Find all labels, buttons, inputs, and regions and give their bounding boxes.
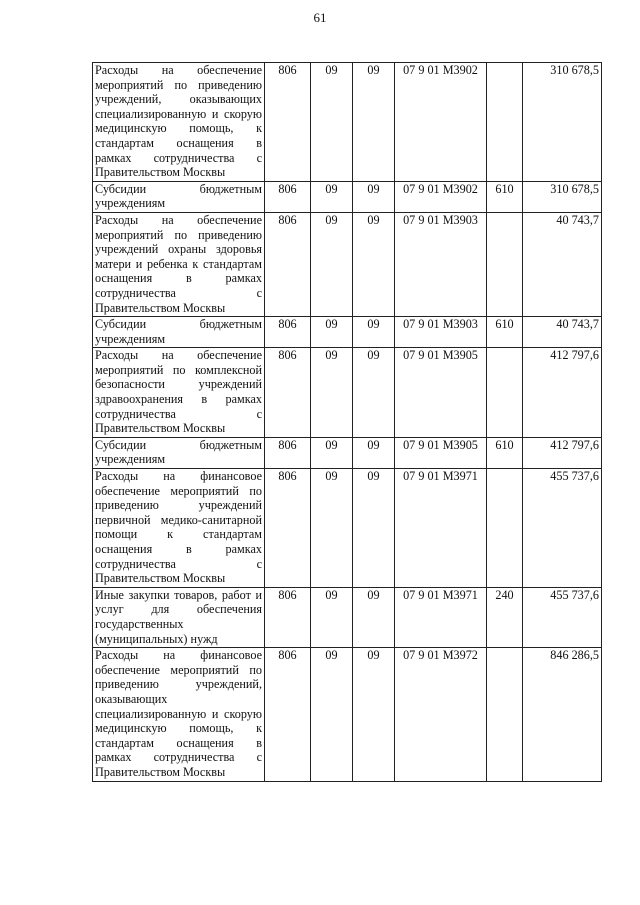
expense-type: 610 [487, 317, 523, 348]
ministry-code: 806 [265, 348, 311, 438]
ministry-code: 806 [265, 212, 311, 316]
expense-type: 610 [487, 181, 523, 212]
subsection-code: 09 [353, 212, 395, 316]
budget-table [92, 62, 602, 782]
section-code: 09 [311, 348, 353, 438]
budget-table-body [93, 63, 602, 782]
subsection-code: 09 [353, 587, 395, 647]
table-row [93, 212, 602, 316]
amount: 455 737,6 [523, 469, 602, 588]
expense-type [487, 648, 523, 781]
subsection-code: 09 [353, 63, 395, 182]
ministry-code: 806 [265, 63, 311, 182]
row-description: Расходы на обеспечение мероприятий по приведению учреждений, оказывающих специализированную и скорую медицинскую помощь, к стандартам оснащения в рамках сотрудничества с Правительством Москвы [93, 63, 265, 182]
page-number: 61 [313, 10, 327, 25]
section-code: 09 [311, 317, 353, 348]
amount: 310 678,5 [523, 63, 602, 182]
amount: 40 743,7 [523, 317, 602, 348]
table-row [93, 181, 602, 212]
target-article: 07 9 01 М3972 [395, 648, 487, 781]
target-article: 07 9 01 М3971 [395, 587, 487, 647]
subsection-code: 09 [353, 317, 395, 348]
ministry-code: 806 [265, 317, 311, 348]
ministry-code: 806 [265, 469, 311, 588]
subsection-code: 09 [353, 181, 395, 212]
table-row [93, 317, 602, 348]
row-description: Расходы на финансовое обеспечение мероприятий по приведению учреждений первичной медико-санитарной помощи к стандартам оснащения в рамках сотрудничества с Правительством Москвы [93, 469, 265, 588]
expense-type [487, 63, 523, 182]
subsection-code: 09 [353, 469, 395, 588]
row-description: Субсидии бюджетным учреждениям [93, 437, 265, 468]
row-description: Расходы на финансовое обеспечение мероприятий по приведению учреждений, оказывающих специализированную и скорую медицинскую помощь, к стандартам оснащения в рамках сотрудничества с Правительством Москвы [93, 648, 265, 781]
expense-type: 610 [487, 437, 523, 468]
table-row [93, 437, 602, 468]
target-article: 07 9 01 М3905 [395, 348, 487, 438]
row-description: Расходы на обеспечение мероприятий по приведению учреждений охраны здоровья матери и ребенка к стандартам оснащения в рамках сотрудничества с Правительством Москвы [93, 212, 265, 316]
section-code: 09 [311, 648, 353, 781]
table-row [93, 469, 602, 588]
section-code: 09 [311, 212, 353, 316]
target-article: 07 9 01 М3903 [395, 317, 487, 348]
subsection-code: 09 [353, 648, 395, 781]
amount: 455 737,6 [523, 587, 602, 647]
target-article: 07 9 01 М3905 [395, 437, 487, 468]
amount: 310 678,5 [523, 181, 602, 212]
target-article: 07 9 01 М3903 [395, 212, 487, 316]
table-row [93, 587, 602, 647]
expense-type: 240 [487, 587, 523, 647]
section-code: 09 [311, 587, 353, 647]
target-article: 07 9 01 М3971 [395, 469, 487, 588]
expense-type [487, 212, 523, 316]
amount: 846 286,5 [523, 648, 602, 781]
ministry-code: 806 [265, 648, 311, 781]
row-description: Иные закупки товаров, работ и услуг для обеспечения государственных (муниципальных) нужд [93, 587, 265, 647]
target-article: 07 9 01 М3902 [395, 63, 487, 182]
amount: 412 797,6 [523, 437, 602, 468]
subsection-code: 09 [353, 348, 395, 438]
expense-type [487, 469, 523, 588]
section-code: 09 [311, 181, 353, 212]
expense-type [487, 348, 523, 438]
ministry-code: 806 [265, 587, 311, 647]
amount: 40 743,7 [523, 212, 602, 316]
section-code: 09 [311, 437, 353, 468]
ministry-code: 806 [265, 437, 311, 468]
row-description: Субсидии бюджетным учреждениям [93, 181, 265, 212]
ministry-code: 806 [265, 181, 311, 212]
table-row [93, 63, 602, 182]
row-description: Расходы на обеспечение мероприятий по комплексной безопасности учреждений здравоохранения в рамках сотрудничества с Правительством Москвы [93, 348, 265, 438]
table-row [93, 348, 602, 438]
row-description: Субсидии бюджетным учреждениям [93, 317, 265, 348]
amount: 412 797,6 [523, 348, 602, 438]
section-code: 09 [311, 469, 353, 588]
target-article: 07 9 01 М3902 [395, 181, 487, 212]
section-code: 09 [311, 63, 353, 182]
subsection-code: 09 [353, 437, 395, 468]
table-row [93, 648, 602, 781]
